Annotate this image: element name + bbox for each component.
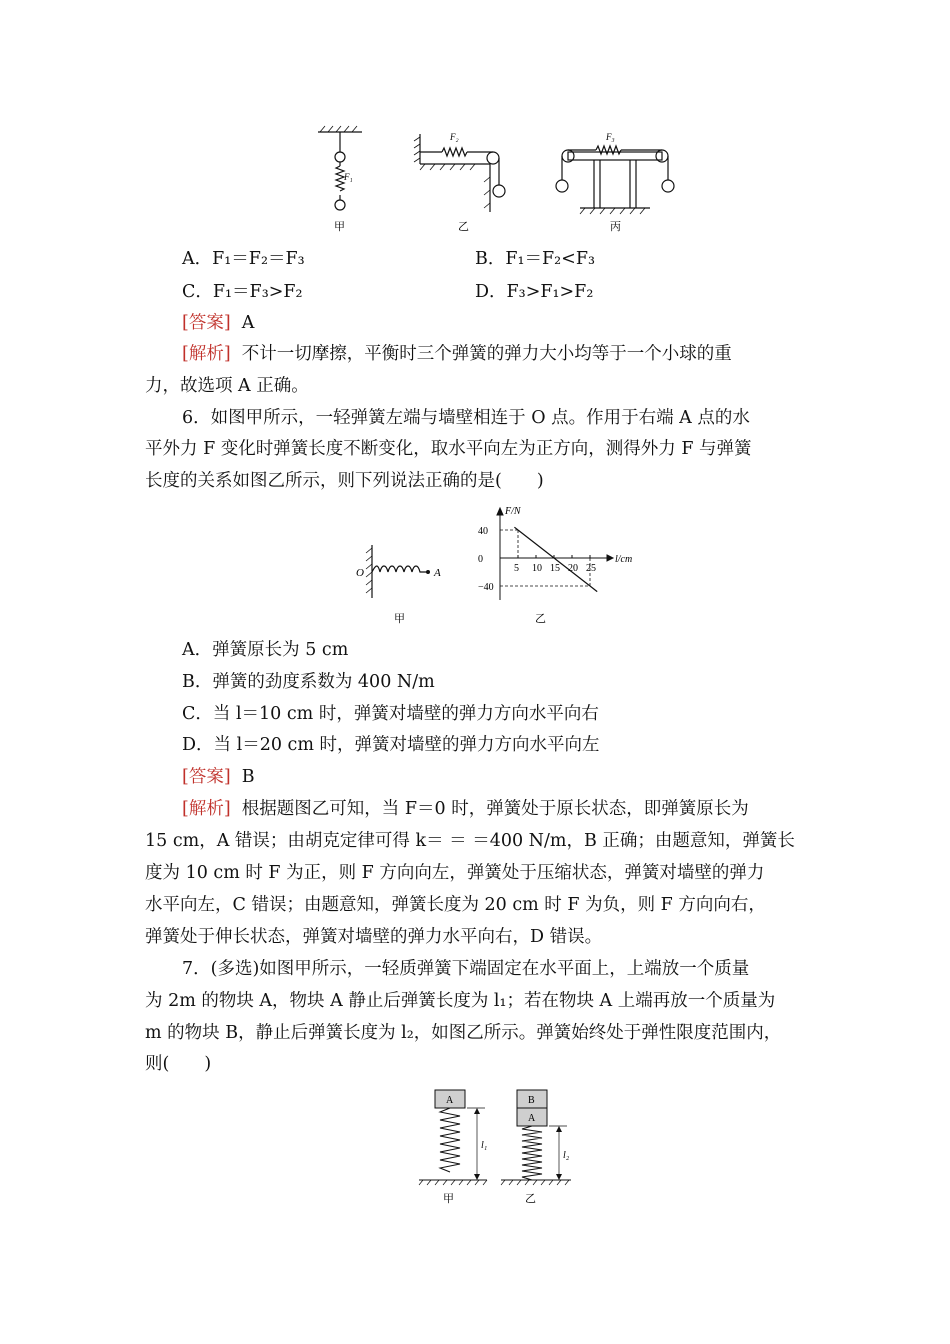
analysis-tag: [解析] [182, 799, 231, 819]
q5-label-f1: F₁ [344, 172, 353, 182]
q6-option-c: C．当 l＝10 cm 时，弹簧对墙壁的弹力方向水平向右 [182, 704, 599, 724]
q6-analysis-line-2: 15 cm，A 错误；由胡克定律可得 k＝ ＝ ＝400 N/m，B 正确；由题意知，弹簧长 [145, 831, 795, 851]
label-l2: l₂ [563, 1150, 570, 1161]
x-tick-label: 15 [550, 563, 560, 574]
q5-answer-row [182, 311, 254, 335]
y-tick-label: 0 [478, 554, 483, 565]
q6-analysis-line-3: 度为 10 cm 时 F 为正，则 F 方向向左，弹簧处于压缩状态，弹簧对墙壁的弹力 [145, 863, 765, 883]
answer-value: A [241, 313, 255, 333]
q5-analysis-line-1 [182, 342, 732, 366]
answer-tag: [答案] [182, 313, 231, 333]
y-axis-arrow [497, 508, 503, 515]
analysis-text: 根据题图乙可知，当 F＝0 时，弹簧处于原长状态，即弹簧原长为 [241, 799, 749, 819]
q6-option-d: D．当 l＝20 cm 时，弹簧对墙壁的弹力方向水平向左 [182, 735, 600, 755]
q5-label-f3: F₃ [606, 132, 615, 142]
label-b-yi: B [528, 1095, 535, 1106]
spring-yi [522, 1126, 542, 1180]
analysis-text: 不计一切摩擦，平衡时三个弹簧的弹力大小均等于一个小球的重 [241, 344, 732, 364]
spring-jia [440, 1108, 460, 1172]
q5-label-yi: 乙 [458, 221, 469, 233]
q6-analysis-line-5: 弹簧处于伸长状态，弹簧对墙壁的弹力水平向右，D 错误。 [145, 927, 603, 947]
q7-stem-line-3: m 的物块 B，静止后弹簧长度为 l₂，如图乙所示。弹簧始终处于弹性限度范围内， [145, 1023, 782, 1043]
data-line-extension [590, 586, 597, 592]
x-tick-label: 20 [568, 563, 578, 574]
analysis-tag: [解析] [182, 344, 231, 364]
data-line-extension [514, 527, 518, 530]
q6-stem-line-2: 平外力 F 变化时弹簧长度不断变化，取水平向左为正方向，测得外力 F 与弹簧 [145, 439, 752, 459]
x-tick-label: 25 [586, 563, 596, 574]
q6-figure-jia [350, 540, 460, 630]
x-tick-label: 5 [514, 563, 519, 574]
q7-label-yi: 乙 [525, 1193, 536, 1205]
q6-label-jia: 甲 [394, 613, 405, 625]
q6-analysis-line-4: 水平向左，C 错误；由题意知，弹簧长度为 20 cm 时 F 为负，则 F 方向向右， [145, 895, 766, 915]
q7-figure [415, 1088, 585, 1213]
answer-value: B [241, 767, 255, 787]
q5-label-bing: 丙 [610, 221, 621, 233]
q6-chart [465, 500, 645, 630]
q5-label-jia: 甲 [334, 221, 345, 233]
q5-analysis-line-2: 力，故选项 A 正确。 [145, 376, 309, 396]
q6-option-b: B．弹簧的劲度系数为 400 N/m [182, 672, 435, 692]
q6-label-o: O [356, 567, 364, 579]
q7-label-jia: 甲 [443, 1193, 454, 1205]
q7-stem-line-4: 则( ) [145, 1054, 212, 1074]
q6-label-a: A [434, 567, 441, 579]
q5-option-a: A．F₁＝F₂＝F₃ [182, 249, 305, 269]
label-l1: l₁ [481, 1140, 488, 1151]
q6-label-yi: 乙 [535, 613, 546, 625]
q5-option-d: D．F₃>F₁>F₂ [475, 282, 594, 302]
q6-option-a: A．弹簧原长为 5 cm [182, 640, 349, 660]
x-axis-label: l/cm [615, 554, 633, 565]
q6-stem-line-1: 6．如图甲所示，一轻弹簧左端与墙壁相连于 O 点。作用于右端 A 点的水 [182, 408, 750, 428]
x-axis-arrow [607, 555, 613, 561]
answer-tag: [答案] [182, 767, 231, 787]
q7-stem-line-1: 7．(多选)如图甲所示，一轻质弹簧下端固定在水平面上，上端放一个质量 [182, 959, 750, 979]
q5-label-f2: F₂ [450, 132, 459, 142]
label-a-yi: A [528, 1113, 536, 1124]
q6-analysis-line-1 [182, 797, 749, 821]
q6-stem-line-3: 长度的关系如图乙所示，则下列说法正确的是( ) [145, 471, 544, 491]
q5-option-b: B．F₁＝F₂<F₃ [475, 249, 595, 269]
y-tick-label: −40 [478, 582, 494, 593]
y-tick-label: 40 [478, 526, 488, 537]
q6-answer-row [182, 765, 255, 789]
q7-stem-line-2: 为 2m 的物块 A，物块 A 静止后弹簧长度为 l₁；若在物块 A 上端再放一个质量为 [145, 991, 776, 1011]
q5-figure [300, 122, 690, 237]
x-tick-label: 10 [532, 563, 542, 574]
y-axis-label: F/N [505, 506, 521, 517]
q5-option-c: C．F₁＝F₃>F₂ [182, 282, 303, 302]
label-a-jia: A [446, 1095, 454, 1106]
